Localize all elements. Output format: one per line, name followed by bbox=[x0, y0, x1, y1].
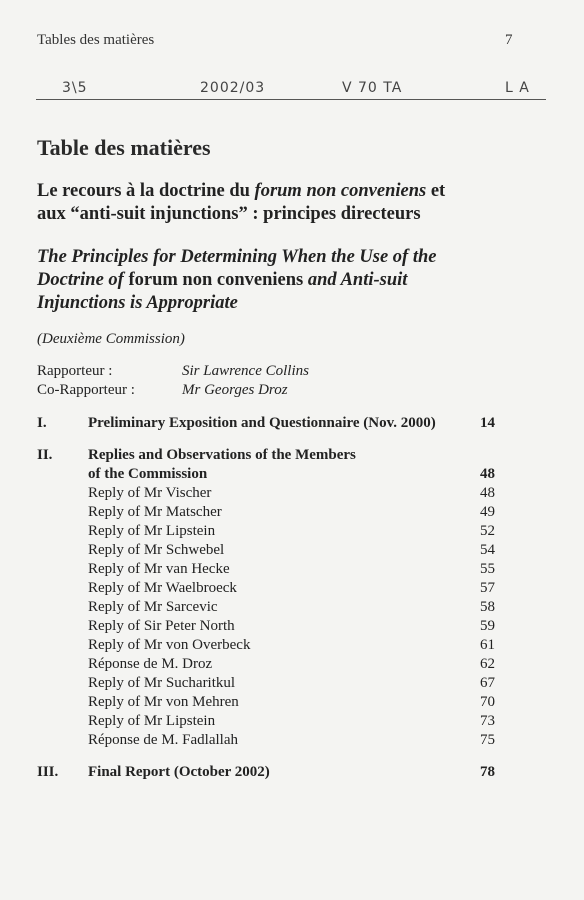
reply-page: 52 bbox=[480, 523, 495, 539]
reply-label: Reply of Mr Schwebel bbox=[88, 542, 225, 558]
reply-page: 58 bbox=[480, 599, 495, 615]
toc-reply-item[interactable] bbox=[88, 655, 495, 674]
reply-label: Reply of Mr von Mehren bbox=[88, 694, 239, 710]
reply-label: Réponse de M. Droz bbox=[88, 656, 213, 672]
reply-label: Reply of Mr Sarcevic bbox=[88, 599, 218, 615]
reply-page: 67 bbox=[480, 675, 495, 691]
toc-reply-item[interactable] bbox=[88, 712, 495, 731]
page-number: 7 bbox=[505, 32, 513, 48]
handwritten-mark-1: 3\5 bbox=[62, 80, 88, 96]
running-head: Tables des matières bbox=[37, 32, 155, 48]
section-page: 14 bbox=[480, 415, 495, 431]
section-number: II. bbox=[37, 447, 53, 463]
toc-reply-item[interactable] bbox=[88, 731, 495, 750]
toc-reply-item[interactable] bbox=[88, 541, 495, 560]
section-number: III. bbox=[37, 764, 59, 780]
reply-label: Reply of Mr Vischer bbox=[88, 485, 212, 501]
annotation-underline bbox=[36, 99, 546, 100]
section-title: Preliminary Exposition and Questionnaire (Nov. 2000) bbox=[88, 415, 436, 431]
toc-reply-item[interactable] bbox=[88, 617, 495, 636]
reply-label: Réponse de M. Fadlallah bbox=[88, 732, 238, 748]
reply-page: 49 bbox=[480, 504, 495, 520]
section-number: I. bbox=[37, 415, 47, 431]
toc-reply-item[interactable] bbox=[88, 674, 495, 693]
section-page: 48 bbox=[480, 466, 495, 482]
reply-page: 62 bbox=[480, 656, 495, 672]
section-title-line2: of the Commission bbox=[88, 466, 208, 482]
reply-page: 73 bbox=[480, 713, 495, 729]
reply-page: 61 bbox=[480, 637, 495, 653]
reply-page: 70 bbox=[480, 694, 495, 710]
toc-reply-item[interactable] bbox=[88, 636, 495, 655]
french-title-post: et bbox=[426, 181, 446, 201]
english-title-line3: Injunctions is Appropriate bbox=[37, 293, 238, 313]
french-title-italic: forum non conveniens bbox=[254, 181, 427, 201]
english-title bbox=[37, 246, 537, 315]
reply-label: Reply of Mr Lipstein bbox=[88, 523, 216, 539]
section-title-line1: Replies and Observations of the Members bbox=[88, 447, 356, 463]
co-rapporteur-role: Co-Rapporteur : bbox=[37, 382, 135, 398]
reply-page: 54 bbox=[480, 542, 495, 558]
toc-reply-item[interactable] bbox=[88, 598, 495, 617]
reply-label: Reply of Sir Peter North bbox=[88, 618, 235, 634]
toc-section-2[interactable] bbox=[37, 446, 495, 484]
reply-page: 48 bbox=[480, 485, 495, 501]
toc-reply-item[interactable] bbox=[88, 693, 495, 712]
english-title-line2-roman: forum non conveniens bbox=[123, 270, 308, 290]
section-page: 78 bbox=[480, 764, 495, 780]
english-title-line2-italic: Doctrine of bbox=[37, 270, 124, 290]
reply-label: Reply of Mr Matscher bbox=[88, 504, 222, 520]
english-title-line2-italic-end: and Anti-suit bbox=[307, 270, 408, 290]
french-title-pre: Le recours à la doctrine du bbox=[37, 181, 255, 201]
french-title bbox=[37, 180, 527, 226]
french-title-line2: aux “anti-suit injunctions” : principes directeurs bbox=[37, 204, 421, 224]
rapporteur-role: Rapporteur : bbox=[37, 363, 113, 379]
english-title-line1: The Principles for Determining When the Use of the bbox=[37, 247, 437, 267]
section-title: Final Report (October 2002) bbox=[88, 764, 270, 780]
handwritten-mark-2: 2002/03 bbox=[200, 80, 266, 96]
reply-label: Reply of Mr Lipstein bbox=[88, 713, 216, 729]
toc-reply-item[interactable] bbox=[88, 503, 495, 522]
reply-page: 75 bbox=[480, 732, 495, 748]
page-title: Table des matières bbox=[37, 135, 211, 160]
toc-reply-item[interactable] bbox=[88, 560, 495, 579]
reply-page: 59 bbox=[480, 618, 495, 634]
reply-page: 55 bbox=[480, 561, 495, 577]
toc-reply-item[interactable] bbox=[88, 522, 495, 541]
toc-reply-item[interactable] bbox=[88, 579, 495, 598]
reply-label: Reply of Mr Sucharitkul bbox=[88, 675, 236, 691]
co-rapporteur-name: Mr Georges Droz bbox=[182, 382, 288, 398]
handwritten-mark-3: V 70 TA bbox=[342, 80, 403, 96]
reply-label: Reply of Mr van Hecke bbox=[88, 561, 230, 577]
handwritten-mark-4: L A bbox=[505, 80, 530, 96]
reply-label: Reply of Mr Waelbroeck bbox=[88, 580, 237, 596]
reply-page: 57 bbox=[480, 580, 495, 596]
commission-label: (Deuxième Commission) bbox=[37, 331, 185, 347]
rapporteur-name: Sir Lawrence Collins bbox=[182, 363, 309, 379]
reply-label: Reply of Mr von Overbeck bbox=[88, 637, 251, 653]
toc-reply-item[interactable] bbox=[88, 484, 495, 503]
